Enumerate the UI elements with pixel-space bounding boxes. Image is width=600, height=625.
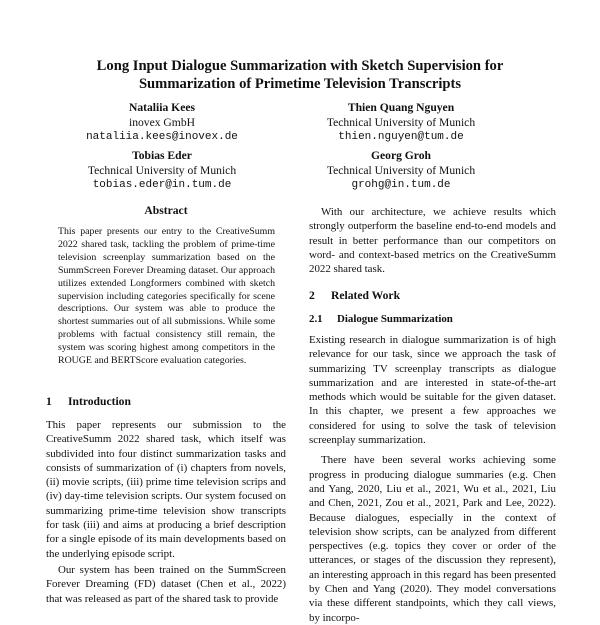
body-paragraph: With our architecture, we achieve results which strongly outperform the baseline end-to-end models and result in better performance than our competitors on word- and context-based metrics on the CreativeSumm 2022 shared task. [309, 206, 556, 276]
abstract-text: This paper presents our entry to the CreativeSumm 2022 shared task, tackling the problem of prime-time television screenplay summarization based on the SummScreen Forever Dreaming dataset. Our approach utilizes extended Longformers combined with sketch supervision including categories specifically for scene descriptions. Our system was able to produce the shortest summaries out of all submissions. While some problems with factual consistency still remain, the system was scoring highest among competitors in the ROUGE and BERTScore evaluation categories. [58, 226, 275, 367]
section-heading [46, 395, 131, 408]
body-paragraph: Existing research in dialogue summarization is of high relevance for our task, since we approach the task of summarizing TV screenplay transcripts as dialogue summarization and are interested in state-of-the-art methods which would be suitable for the given dataset. In this chapter, we present a few approaches we considered for using to solve the task of television screenplay summarization. [309, 334, 556, 447]
author-block [52, 101, 272, 145]
author-affiliation: Technical University of Munich [326, 163, 476, 177]
intro-paragraph: Our system has been trained on the SummScreen Forever Dreaming (FD) dataset (Chen et al., 2022) that was released as part of the shared task to provide [46, 563, 286, 605]
author-name: Georg Groh [370, 149, 431, 162]
author-email: tobias.eder@in.tum.de [92, 179, 232, 191]
section-number: 1 [46, 395, 52, 408]
subsection-heading [309, 313, 453, 325]
subsection-number: 2.1 [309, 313, 323, 325]
paper-title: Long Input Dialogue Summarization with Sketch Supervision for Summarization of Primetime Television Transcripts [96, 58, 504, 92]
section-heading [309, 289, 400, 302]
section-number: 2 [309, 289, 315, 302]
intro-paragraph: This paper represents our submission to the CreativeSumm 2022 shared task, which itself was subdivided into four distinct summarization tasks and consists of summarization of (i) chapters from novels, (ii) movie scripts, (iii) prime time television scrips and (iv) day-time television scripts. Our system focused on summarizing prime-time television show transcripts for task (iii) and aims at producing a brief description for a single episode of its main developments based on the underlying episode script. [46, 419, 286, 560]
abstract-heading: Abstract [144, 204, 188, 217]
section-title: Related Work [331, 289, 401, 302]
section-title: Introduction [68, 395, 131, 408]
left-column [46, 418, 286, 606]
author-block [291, 149, 511, 193]
author-email: grohg@in.tum.de [351, 179, 451, 191]
right-column-intro [309, 205, 556, 276]
body-paragraph: There have been several works achieving some progress in producing dialogue summaries (e.g. Chen and Yang, 2020, Liu et al., 2021, Wu et al., 2021, Liu and Chen, 2021, Zou et al., 2021, Park and Lee, 2022). Because dialogues, especially in the context of television show scripts, can be analyzed from different perspectives (e.g. topics they cover or order of the utterances, or stages of the discussion they represent), an interesting approach in this regard has been presented by Chen and Yang (2020). They model conversations via these different standpoints, which they call views, by incorpo- [309, 454, 556, 624]
author-name: Nataliia Kees [128, 101, 195, 114]
subsection-title: Dialogue Summarization [337, 313, 453, 325]
author-email: thien.nguyen@tum.de [338, 131, 464, 143]
author-email: nataliia.kees@inovex.de [86, 131, 238, 143]
author-block [291, 101, 511, 145]
right-column-body [309, 333, 556, 625]
author-affiliation: inovex GmbH [128, 115, 195, 129]
author-block [52, 149, 272, 193]
author-name: Thien Quang Nguyen [347, 101, 455, 114]
author-affiliation: Technical University of Munich [326, 115, 476, 129]
author-name: Tobias Eder [132, 149, 192, 162]
author-affiliation: Technical University of Munich [87, 163, 237, 177]
